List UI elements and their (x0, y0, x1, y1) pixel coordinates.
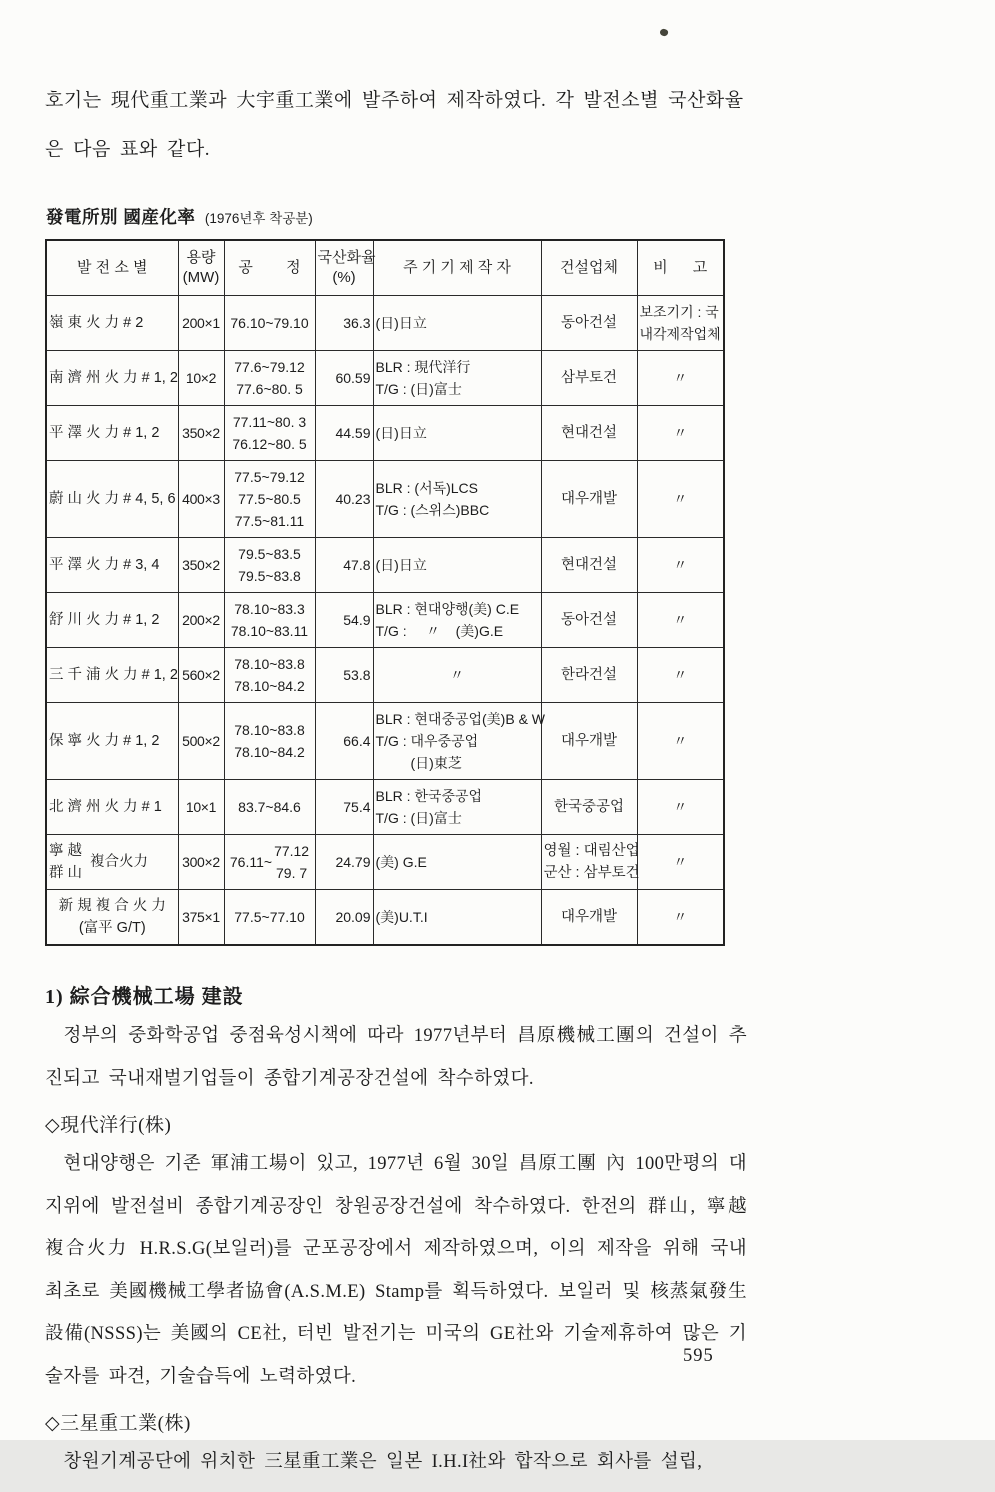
schedule-cell: 77.11~80. 3 76.12~80. 5 (224, 406, 315, 461)
table-title-note: (1976년후 착공분) (204, 211, 313, 226)
plant-name-cell: 北 濟 州 火 力 # 1 (46, 780, 178, 835)
table-row (46, 648, 724, 703)
note-cell: 〃 (637, 780, 724, 835)
section-paragraph: 창원기계공단에 위치한 三星重工業은 일본 I.H.I社와 합작으로 회사를 설립, (63, 1452, 703, 1472)
col-header-builder: 건설업체 (541, 240, 637, 296)
col-header-note: 비 고 (637, 240, 724, 296)
rate-cell: 36.3 (315, 296, 373, 351)
maker-cell: (日)日立 (373, 538, 541, 593)
capacity-cell: 400×3 (178, 461, 224, 538)
section-heading-hyundai-yanghaeng: ◇現代洋行(株) (45, 1115, 172, 1136)
capacity-cell: 350×2 (178, 538, 224, 593)
table-header-row (46, 240, 724, 296)
maker-cell: BLR : 現代洋行 T/G : (日)富士 (373, 351, 541, 406)
schedule-cell: 76.11~ 77.12 79. 7 (224, 835, 315, 890)
col-header-rate: 국산화율 (%) (315, 240, 373, 296)
schedule-cell: 83.7~84.6 (224, 780, 315, 835)
builder-cell: 현대건설 (541, 538, 637, 593)
plant-name-cell: 新 規 複 合 火 力 (富平 G/T) (46, 890, 178, 946)
maker-cell: (日)日立 (373, 406, 541, 461)
builder-cell: 동아건설 (541, 593, 637, 648)
note-cell: 보조기기 : 국 내각제작업체 (637, 296, 724, 351)
rate-cell: 44.59 (315, 406, 373, 461)
table-title-main: 發電所別 國産化率 (46, 207, 196, 227)
plant-name-cell: 寧 越 群 山 複合火力 (46, 835, 178, 890)
capacity-cell: 350×2 (178, 406, 224, 461)
table-row (46, 538, 724, 593)
rate-cell: 60.59 (315, 351, 373, 406)
capacity-cell: 300×2 (178, 835, 224, 890)
table-row (46, 835, 724, 890)
table-row (46, 890, 724, 946)
capacity-cell: 10×2 (178, 351, 224, 406)
page-number: 595 (683, 1346, 714, 1366)
page-content (45, 0, 747, 1492)
note-cell: 〃 (637, 593, 724, 648)
table-row (46, 351, 724, 406)
schedule-cell: 78.10~83.8 78.10~84.2 (224, 648, 315, 703)
note-cell: 〃 (637, 703, 724, 780)
maker-cell: BLR : (서독)LCS T/G : (스위스)BBC (373, 461, 541, 538)
schedule-cell: 76.10~79.10 (224, 296, 315, 351)
table-row (46, 593, 724, 648)
col-header-maker: 주 기 기 제 작 자 (373, 240, 541, 296)
rate-cell: 54.9 (315, 593, 373, 648)
plant-name-cell: 平 澤 火 力 # 3, 4 (46, 538, 178, 593)
note-cell: 〃 (637, 835, 724, 890)
maker-cell: (美)U.T.I (373, 890, 541, 946)
builder-cell: 영월 : 대림산업 군산 : 삼부토건 (541, 835, 637, 890)
builder-cell: 대우개발 (541, 461, 637, 538)
note-cell: 〃 (637, 538, 724, 593)
maker-cell: (日)日立 (373, 296, 541, 351)
rate-cell: 24.79 (315, 835, 373, 890)
builder-cell: 동아건설 (541, 296, 637, 351)
builder-cell: 삼부토건 (541, 351, 637, 406)
builder-cell: 대우개발 (541, 890, 637, 946)
builder-cell: 한국중공업 (541, 780, 637, 835)
builder-cell: 현대건설 (541, 406, 637, 461)
note-cell: 〃 (637, 648, 724, 703)
schedule-cell: 77.5~79.12 77.5~80.5 77.5~81.11 (224, 461, 315, 538)
section-paragraph: 정부의 중화학공업 중점육성시책에 따라 1977년부터 昌原機械工團의 건설이 추진되고 국내재벌기업들이 종합기계공장건설에 착수하였다. (45, 1026, 747, 1089)
capacity-cell: 200×1 (178, 296, 224, 351)
maker-cell: BLR : 현대중공업(美)B & W T/G : 대우중공업 (日)東芝 (373, 703, 541, 780)
table-row (46, 780, 724, 835)
section-heading-machinery-plant: 1) 綜合機械工場 建設 (45, 986, 244, 1008)
table-row (46, 406, 724, 461)
schedule-cell: 78.10~83.8 78.10~84.2 (224, 703, 315, 780)
capacity-cell: 560×2 (178, 648, 224, 703)
builder-cell: 한라건설 (541, 648, 637, 703)
note-cell: 〃 (637, 406, 724, 461)
plant-name-cell: 平 澤 火 力 # 1, 2 (46, 406, 178, 461)
note-cell: 〃 (637, 351, 724, 406)
intro-line-2: 은 다음 표와 같다. (45, 139, 210, 160)
schedule-cell: 78.10~83.3 78.10~83.11 (224, 593, 315, 648)
note-cell: 〃 (637, 461, 724, 538)
capacity-cell: 375×1 (178, 890, 224, 946)
rate-cell: 53.8 (315, 648, 373, 703)
capacity-cell: 10×1 (178, 780, 224, 835)
table-row (46, 461, 724, 538)
rate-cell: 47.8 (315, 538, 373, 593)
localization-rate-table (45, 239, 725, 946)
rate-cell: 66.4 (315, 703, 373, 780)
rate-cell: 20.09 (315, 890, 373, 946)
section-paragraph: 현대양행은 기존 軍浦工場이 있고, 1977년 6월 30일 昌原工團 內 100만평의 대지위에 발전설비 종합기계공장인 창원공장건설에 착수하였다. 한전의 群山, 寧越 複合火力 H.R.S.G(보일러)를 군포공장에서 제작하였으며, 이의 제작을 위해 국내 최초로 美國機械工學者協會(A.S.M.E) Stamp를 획득하였다. 보일러 및 核蒸氣發生設備(NSSS)는 美國의 CE社, 터빈 발전기는 미국의 GE社와 기술제휴하여 많은 기술자를 파견, 기술습득에 노력하였다. (45, 1154, 747, 1387)
col-header-plant: 발 전 소 별 (46, 240, 178, 296)
maker-cell: (美) G.E (373, 835, 541, 890)
rate-cell: 75.4 (315, 780, 373, 835)
section-heading-samsung-heavy: ◇三星重工業(株) (45, 1413, 191, 1434)
note-cell: 〃 (637, 890, 724, 946)
plant-name-cell: 保 寧 火 力 # 1, 2 (46, 703, 178, 780)
maker-cell: 〃 (373, 648, 541, 703)
capacity-cell: 200×2 (178, 593, 224, 648)
capacity-cell: 500×2 (178, 703, 224, 780)
schedule-cell: 77.6~79.12 77.6~80. 5 (224, 351, 315, 406)
schedule-cell: 79.5~83.5 79.5~83.8 (224, 538, 315, 593)
intro-line-1: 호기는 現代重工業과 大宇重工業에 발주하여 제작하였다. 각 발전소별 국산화율 (45, 90, 744, 111)
maker-cell: BLR : 현대양행(美) C.E T/G : 〃 (美)G.E (373, 593, 541, 648)
table-title (46, 204, 747, 229)
builder-cell: 대우개발 (541, 703, 637, 780)
col-header-capacity: 용량 (MW) (178, 240, 224, 296)
plant-name-cell: 嶺 東 火 力 # 2 (46, 296, 178, 351)
plant-name-cell: 蔚 山 火 力 # 4, 5, 6 (46, 461, 178, 538)
table-row (46, 296, 724, 351)
rate-cell: 40.23 (315, 461, 373, 538)
maker-cell: BLR : 한국중공업 T/G : (日)富士 (373, 780, 541, 835)
plant-name-cell: 南 濟 州 火 力 # 1, 2 (46, 351, 178, 406)
plant-name-cell: 三 千 浦 火 力 # 1, 2 (46, 648, 178, 703)
plant-name-cell: 舒 川 火 力 # 1, 2 (46, 593, 178, 648)
schedule-cell: 77.5~77.10 (224, 890, 315, 946)
body-sections (45, 980, 747, 1484)
col-header-schedule: 공 정 (224, 240, 315, 296)
intro-paragraph (45, 76, 747, 174)
table-row (46, 703, 724, 780)
